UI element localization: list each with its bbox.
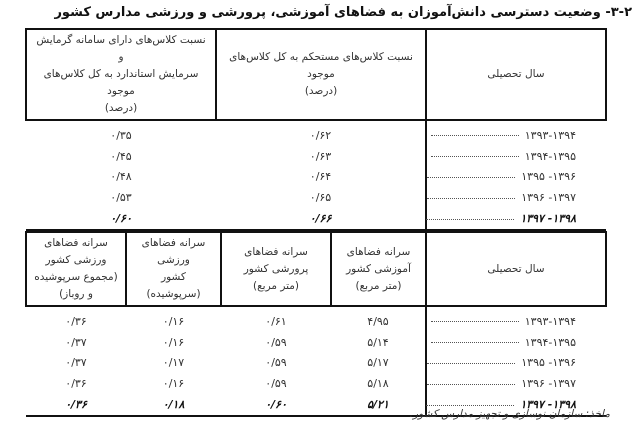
sturdy-cell: ۰/۶۶ xyxy=(216,208,426,230)
header-educational-space: سرانه فضاهای آموزشی کشور (متر مربع) xyxy=(331,232,426,306)
table-header-row xyxy=(26,232,606,306)
year-cell: ۱۳۹۴-۱۳۹۵ xyxy=(426,146,606,167)
table-row xyxy=(26,373,606,394)
section-title: ۳-۲- وضعیت دسترسی دانش‌آموزان به فضاهای آموزشی، پرورشی و ورزشی مدارس کشور xyxy=(54,5,632,20)
table-header-row xyxy=(26,29,606,120)
year-cell: ۱۳۹۶- ۱۳۹۵ xyxy=(426,167,606,188)
cult-cell: ۰/۶۱ xyxy=(265,314,287,328)
cult-cell: ۰/۶۰ xyxy=(221,394,331,416)
hvac-cell: ۰/۶۰ xyxy=(26,208,216,230)
sport-total-cell: ۰/۳۶ xyxy=(26,394,126,416)
hvac-cell: ۰/۳۵ xyxy=(110,128,132,142)
edu-cell: ۵/۲۱ xyxy=(331,394,426,416)
year-cell: ۱۳۹۳-۱۳۹۴ xyxy=(426,120,606,146)
hvac-cell: ۰/۴۵ xyxy=(110,149,132,163)
edu-cell: ۵/۱۴ xyxy=(367,335,389,349)
cult-cell: ۰/۵۹ xyxy=(265,356,287,370)
header-year: سال تحصیلی xyxy=(426,29,606,120)
sturdy-cell: ۰/۶۵ xyxy=(309,191,332,205)
table-row xyxy=(26,187,606,208)
sturdy-cell: ۰/۶۴ xyxy=(309,170,332,184)
cult-cell: ۰/۵۹ xyxy=(265,377,287,391)
sport-covered-cell: ۰/۱۸ xyxy=(126,394,221,416)
sport-total-cell: ۰/۳۶ xyxy=(65,377,87,391)
header-sport-total: سرانه فضاهای ورزشی کشور (مجموع سرپوشیده و روباز) xyxy=(26,232,126,306)
header-hvac-classes: نسبت کلاس‌های دارای سامانه گرمایش و سرمایش استاندارد به کل کلاس‌های موجود (درصد) xyxy=(26,29,216,120)
year-cell: ۱۳۹۸- ۱۳۹۷ xyxy=(426,394,606,416)
year-cell: ۱۳۹۴-۱۳۹۵ xyxy=(426,332,606,353)
sport-covered-cell: ۰/۱۶ xyxy=(162,314,185,328)
table-row xyxy=(26,167,606,188)
header-sturdy-classes: نسبت کلاس‌های مستحکم به کل کلاس‌های موجود (درصد) xyxy=(216,29,426,120)
source-note: ماخذ: سازمان نوسازی و تجهیز مدارس کشور. xyxy=(409,408,610,420)
sport-covered-cell: ۰/۱۷ xyxy=(162,356,185,370)
sport-total-cell: ۰/۳۷ xyxy=(65,335,87,349)
classroom-ratio-table xyxy=(25,28,607,231)
year-cell: ۱۳۹۶- ۱۳۹۵ xyxy=(426,353,606,374)
edu-cell: ۵/۱۸ xyxy=(367,377,389,391)
sport-covered-cell: ۰/۱۶ xyxy=(162,377,185,391)
table-row xyxy=(26,306,606,332)
year-cell: ۱۳۹۷- ۱۳۹۶ xyxy=(426,373,606,394)
hvac-cell: ۰/۵۳ xyxy=(110,191,132,205)
sport-covered-cell: ۰/۱۶ xyxy=(162,335,185,349)
header-sport-covered: سرانه فضاهای ورزشی کشور (سرپوشیده) xyxy=(126,232,221,306)
edu-cell: ۵/۱۷ xyxy=(367,356,389,370)
sturdy-cell: ۰/۶۲ xyxy=(309,128,332,142)
year-cell: ۱۳۹۳-۱۳۹۴ xyxy=(426,306,606,332)
table-row-latest xyxy=(26,208,606,230)
table-row xyxy=(26,146,606,167)
year-cell: ۱۳۹۷- ۱۳۹۶ xyxy=(426,187,606,208)
sport-total-cell: ۰/۳۷ xyxy=(65,356,87,370)
sport-total-cell: ۰/۳۶ xyxy=(65,314,87,328)
header-year: سال تحصیلی xyxy=(426,232,606,306)
cult-cell: ۰/۵۹ xyxy=(265,335,287,349)
sturdy-cell: ۰/۶۳ xyxy=(309,149,332,163)
hvac-cell: ۰/۴۸ xyxy=(110,170,132,184)
edu-cell: ۴/۹۵ xyxy=(367,314,389,328)
table-row xyxy=(26,332,606,353)
per-capita-space-table xyxy=(25,231,607,417)
header-cultural-space: سرانه فضاهای پرورشی کشور (متر مربع) xyxy=(221,232,331,306)
table-row xyxy=(26,120,606,146)
year-cell: ۱۳۹۸- ۱۳۹۷ xyxy=(426,208,606,230)
table-row xyxy=(26,353,606,374)
